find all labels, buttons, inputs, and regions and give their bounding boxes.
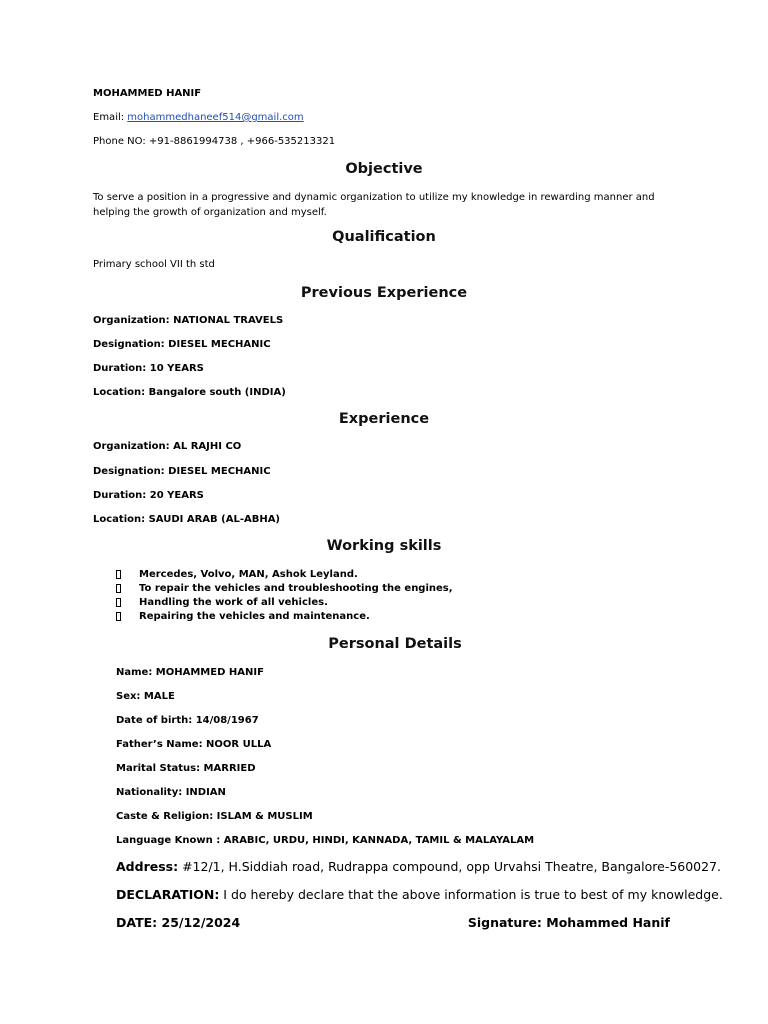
- prev-organization: Organization: NATIONAL TRAVELS: [93, 315, 284, 326]
- exp-duration: Duration: 20 YEARS: [93, 490, 204, 501]
- prev-duration: Duration: 10 YEARS: [93, 363, 204, 374]
- pd-marital: Marital Status: MARRIED: [116, 763, 256, 774]
- declaration-line: [116, 887, 723, 902]
- qualification-text: Primary school VII th std: [93, 259, 215, 270]
- pd-father: Father’s Name: NOOR ULLA: [116, 739, 272, 750]
- pd-languages: [116, 835, 534, 846]
- exp-designation: Designation: DIESEL MECHANIC: [93, 466, 271, 477]
- skill-text: Repairing the vehicles and maintenance.: [139, 611, 370, 622]
- address-label: Address:: [116, 859, 179, 874]
- exp-location: Location: SAUDI ARAB (AL-ABHA): [93, 514, 281, 525]
- email-link[interactable]: mohammedhaneef514@gmail.com: [127, 112, 304, 123]
- objective-heading: Objective: [345, 161, 423, 177]
- pd-sex: Sex: MALE: [116, 691, 175, 702]
- bullet-icon: [116, 584, 121, 593]
- signature-line: Signature: Mohammed Hanif: [467, 915, 670, 930]
- personal-details-heading: Personal Details: [328, 636, 462, 652]
- experience-heading: Experience: [338, 411, 430, 427]
- bullet-icon: [116, 570, 121, 579]
- bullet-icon: [116, 612, 121, 621]
- language-label: Language Known :: [116, 835, 224, 846]
- applicant-name: MOHAMMED HANIF: [93, 88, 202, 99]
- pd-caste: Caste & Religion: ISLAM & MUSLIM: [116, 811, 313, 822]
- language-values: ARABIC, URDU, HINDI, KANNADA, TAMIL & MALAYALAM: [223, 835, 535, 846]
- address-text: #12/1, H.Siddiah road, Rudrappa compound, opp Urvahsi Theatre, Bangalore-560027.: [178, 859, 722, 874]
- email-line: [93, 112, 304, 123]
- qualification-heading: Qualification: [332, 229, 436, 245]
- skill-text: Mercedes, Volvo, MAN, Ashok Leyland.: [139, 569, 358, 580]
- objective-text: To serve a position in a progressive and dynamic organization to utilize my knowledge in rewarding manner and helping the growth of organization and myself.: [93, 192, 655, 218]
- address-line: [116, 859, 721, 874]
- pd-name: Name: MOHAMMED HANIF: [116, 667, 264, 678]
- prev-location: Location: Bangalore south (INDIA): [93, 387, 286, 398]
- bullet-icon: [116, 598, 121, 607]
- phone-line: Phone NO: +91-8861994738 , +966-535213321: [93, 136, 336, 147]
- email-label: Email:: [93, 112, 128, 123]
- exp-organization: Organization: AL RAJHI CO: [93, 441, 242, 452]
- date-line: DATE: 25/12/2024: [116, 915, 241, 930]
- pd-nationality: Nationality: INDIAN: [116, 787, 226, 798]
- previous-experience-heading: Previous Experience: [300, 285, 468, 301]
- skill-text: Handling the work of all vehicles.: [139, 597, 328, 608]
- pd-dob: Date of birth: 14/08/1967: [116, 715, 259, 726]
- declaration-text: I do hereby declare that the above information is true to best of my knowledge.: [219, 887, 723, 902]
- working-skills-heading: Working skills: [326, 538, 442, 554]
- declaration-label: DECLARATION:: [116, 887, 220, 902]
- skill-text: To repair the vehicles and troubleshooting the engines,: [139, 583, 453, 594]
- prev-designation: Designation: DIESEL MECHANIC: [93, 339, 271, 350]
